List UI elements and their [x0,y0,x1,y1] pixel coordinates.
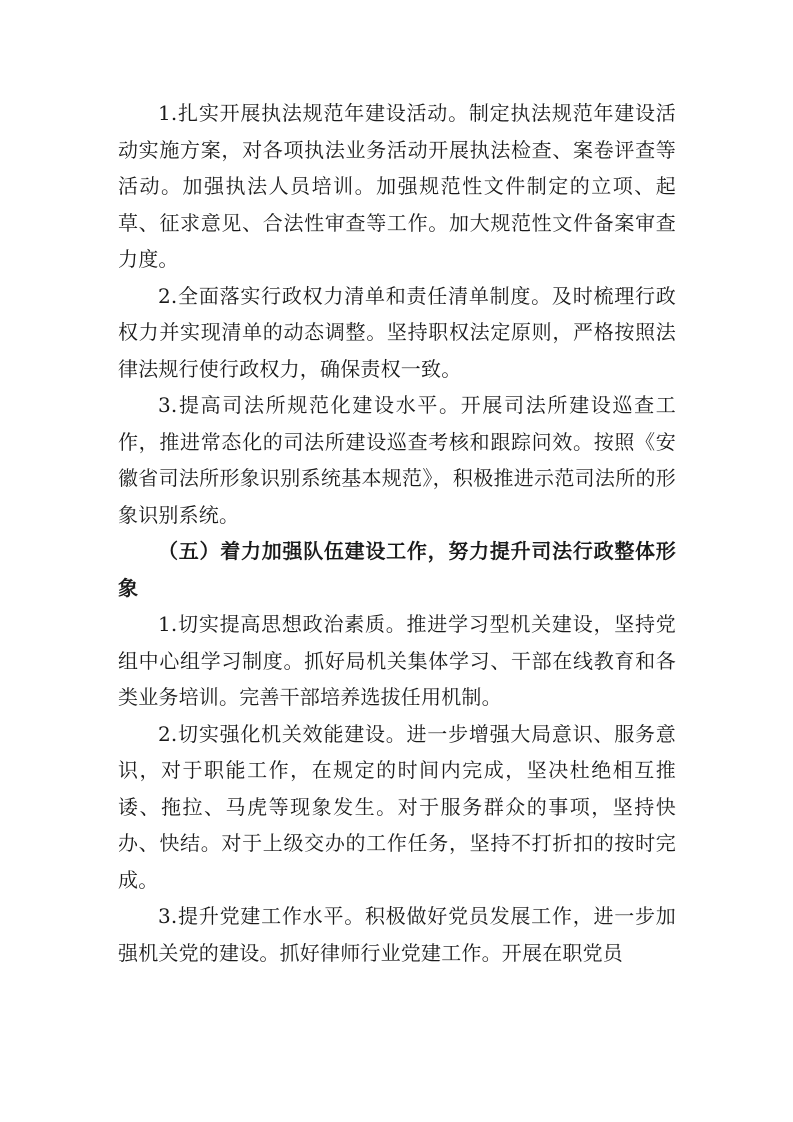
section-heading-team-building: （五）着力加强队伍建设工作，努力提升司法行政整体形象 [118,539,676,600]
paragraph-political-quality: 1.切实提高思想政治素质。推进学习型机关建设，坚持党组中心组学习制度。抓好局机关集体学习、干部在线教育和各类业务培训。完善干部培养选拔任用机制。 [118,612,676,709]
paragraph-power-list-system: 2.全面落实行政权力清单和责任清单制度。及时梳理行政权力并实现清单的动态调整。坚持职权法定原则，严格按照法律法规行使行政权力，确保责权一致。 [118,283,676,381]
paragraph-judicial-office-standardization: 3.提高司法所规范化建设水平。开展司法所建设巡查工作，推进常态化的司法所建设巡查考核和跟踪问效。按照《安徽省司法所形象识别系统基本规范》，积极推进示范司法所的形象识别系统。 [118,393,676,527]
paragraph-law-enforcement-standardization: 1.扎实开展执法规范年建设活动。制定执法规范年建设活动实施方案，对各项执法业务活动开展执法检查、案卷评查等活动。加强执法人员培训。加强规范性文件制定的立项、起草、征求意见、合法性审查等工作。加大规范性文件备案审查力度。 [118,101,676,271]
document-body [118,95,676,971]
paragraph-party-building: 3.提升党建工作水平。积极做好党员发展工作，进一步加强机关党的建设。抓好律师行业党建工作。开展在职党员 [118,904,676,965]
paragraph-efficiency-building: 2.切实强化机关效能建设。进一步增强大局意识、服务意识，对于职能工作，在规定的时间内完成，坚决杜绝相互推诿、拖拉、马虎等现象发生。对于服务群众的事项，坚持快办、快结。对于上级交办的工作任务，坚持不打折扣的按时完成。 [118,721,676,892]
